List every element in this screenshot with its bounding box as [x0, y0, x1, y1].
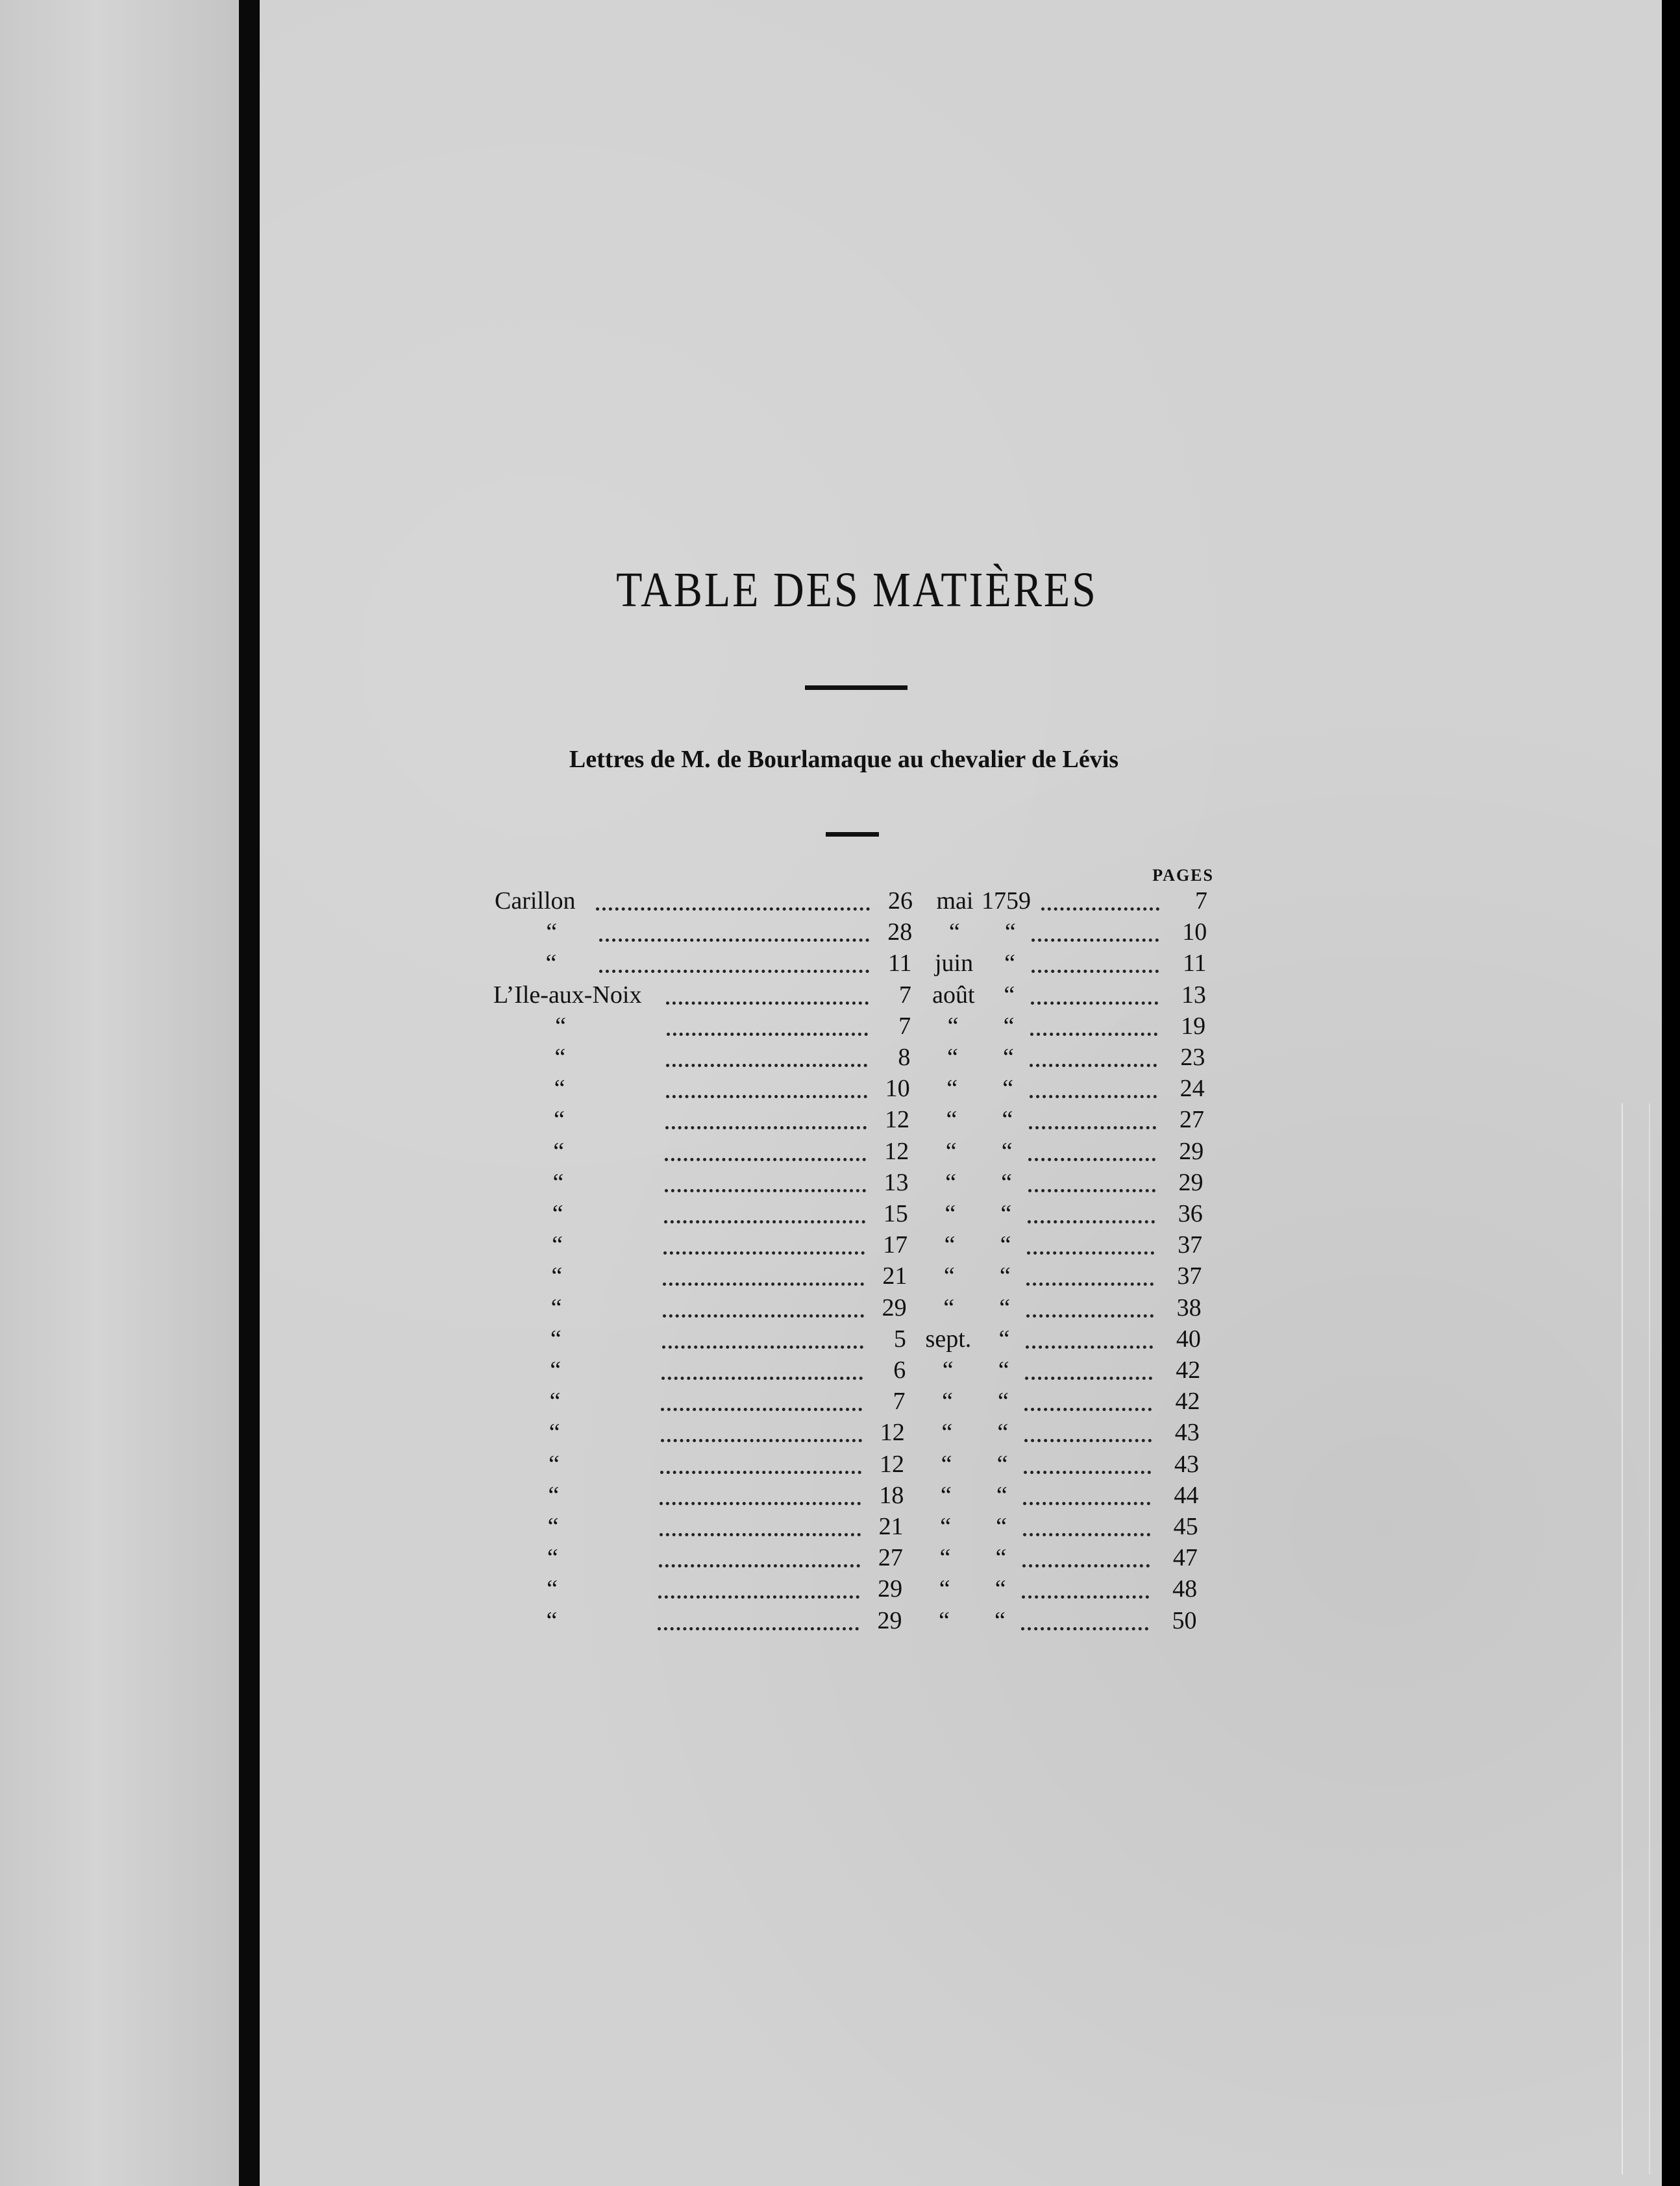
toc-page-number: 37	[1177, 1262, 1202, 1290]
toc-page-number: 42	[1175, 1388, 1200, 1416]
toc-page-number: 29	[1178, 1168, 1204, 1196]
toc-day: 5	[893, 1325, 906, 1353]
table-row	[0, 1073, 1680, 1104]
toc-place: “	[547, 1544, 558, 1572]
leader-dots	[1026, 1301, 1154, 1318]
toc-place: “	[550, 1294, 562, 1321]
toc-year: “	[995, 1544, 1007, 1572]
toc-day: 18	[879, 1481, 904, 1509]
toc-place: “	[549, 1419, 560, 1447]
leader-dots	[660, 1458, 861, 1474]
toc-month: “	[943, 1262, 955, 1290]
leader-dots	[1029, 1113, 1156, 1129]
toc-day: 27	[878, 1544, 903, 1572]
toc-page-number: 43	[1174, 1419, 1200, 1447]
toc-month: “	[946, 1075, 958, 1103]
toc-month: “	[944, 1231, 956, 1259]
toc-place: “	[554, 1075, 565, 1103]
toc-place: “	[549, 1450, 560, 1478]
leader-dots	[661, 1426, 862, 1442]
toc-month: “	[939, 1575, 950, 1603]
leader-dots	[1022, 1582, 1149, 1599]
toc-place: “	[553, 1137, 565, 1165]
toc-place: “	[547, 1575, 558, 1603]
toc-place: L’Ile-aux-Noix	[493, 981, 642, 1009]
toc-place: “	[552, 1200, 563, 1227]
leader-dots	[599, 926, 869, 942]
toc-month: “	[941, 1450, 952, 1478]
toc-month: août	[932, 981, 975, 1009]
leader-dots	[662, 1332, 863, 1349]
table-row	[0, 1167, 1680, 1198]
leader-dots	[658, 1614, 859, 1630]
toc-day: 10	[885, 1075, 910, 1103]
toc-year: “	[996, 1513, 1007, 1540]
leader-dots	[665, 1113, 867, 1129]
toc-month: “	[943, 1294, 955, 1321]
toc-page-number: 27	[1179, 1106, 1204, 1134]
leader-dots	[1041, 894, 1159, 911]
toc-year: “	[1000, 1200, 1012, 1227]
leader-dots	[1024, 1426, 1152, 1442]
toc-year: “	[1004, 981, 1015, 1009]
table-row	[0, 1417, 1680, 1448]
toc-place: “	[546, 918, 558, 946]
toc-page-number: 7	[1195, 887, 1207, 915]
toc-place: “	[553, 1106, 565, 1134]
leader-dots	[1024, 1395, 1152, 1411]
toc-day: 26	[888, 887, 913, 915]
toc-day: 12	[884, 1137, 909, 1165]
leader-dots	[1027, 1238, 1154, 1255]
toc-place: “	[555, 1012, 566, 1040]
toc-month: “	[941, 1419, 953, 1447]
leader-dots	[1026, 1270, 1154, 1286]
toc-place: “	[546, 1606, 558, 1634]
leader-dots	[666, 989, 869, 1005]
leader-dots	[1031, 926, 1159, 942]
leader-dots	[661, 1364, 863, 1380]
toc-place: “	[548, 1481, 560, 1509]
leader-dots	[1028, 1176, 1155, 1192]
toc-day: 29	[877, 1606, 902, 1634]
table-row	[0, 1511, 1680, 1542]
toc-month: “	[940, 1481, 952, 1509]
leader-dots	[1026, 1332, 1153, 1349]
leader-dots	[1031, 989, 1158, 1005]
leader-dots	[658, 1582, 859, 1599]
toc-year: “	[1001, 1168, 1012, 1196]
toc-year: “	[996, 1450, 1008, 1478]
leader-dots	[660, 1520, 861, 1536]
toc-year: “	[1004, 950, 1015, 977]
toc-day: 15	[883, 1200, 908, 1227]
leader-dots	[1024, 1458, 1151, 1474]
toc-place: “	[549, 1388, 561, 1416]
toc-page-number: 23	[1180, 1044, 1205, 1071]
toc-page-number: 43	[1174, 1450, 1200, 1478]
leader-dots	[666, 1051, 867, 1067]
toc-day: 11	[887, 950, 912, 977]
table-row	[0, 1011, 1680, 1042]
toc-year: “	[994, 1606, 1006, 1634]
toc-year: “	[997, 1419, 1009, 1447]
toc-month: “	[940, 1513, 952, 1540]
table-row	[0, 1136, 1680, 1167]
toc-day: 6	[893, 1357, 906, 1384]
toc-page-number: 19	[1181, 1012, 1206, 1040]
toc-page-number: 37	[1178, 1231, 1203, 1259]
toc-year: “	[999, 1294, 1011, 1321]
section-subtitle: Lettres de M. de Bourlamaque au chevalier de Lévis	[569, 746, 1119, 773]
table-row	[0, 916, 1680, 948]
toc-place: Carillon	[495, 887, 576, 915]
table-row	[0, 1292, 1680, 1323]
leader-dots	[1022, 1551, 1150, 1567]
toc-year: “	[994, 1575, 1006, 1603]
table-row	[0, 1542, 1680, 1573]
leader-dots	[1031, 957, 1159, 973]
toc-month: mai	[936, 887, 974, 915]
leader-dots	[1023, 1489, 1150, 1505]
table-row	[0, 1260, 1680, 1292]
leader-dots	[663, 1270, 864, 1286]
toc-month: “	[946, 1044, 958, 1071]
toc-year: “	[998, 1325, 1010, 1353]
table-row	[0, 1605, 1680, 1636]
pages-column-header: PAGES	[1152, 866, 1214, 885]
toc-day: 7	[898, 981, 911, 1009]
table-row	[0, 1573, 1680, 1604]
leader-dots	[660, 1489, 861, 1505]
leader-dots	[666, 1082, 867, 1098]
leader-dots	[659, 1551, 860, 1567]
table-row	[0, 885, 1680, 916]
toc-year: “	[1002, 1075, 1014, 1103]
leader-dots	[661, 1395, 862, 1411]
toc-month: “	[945, 1200, 956, 1227]
toc-year: “	[1002, 1106, 1013, 1134]
toc-month: “	[939, 1544, 951, 1572]
toc-day: 8	[898, 1044, 911, 1071]
table-row	[0, 1355, 1680, 1386]
toc-day: 13	[883, 1168, 909, 1196]
toc-month: “	[942, 1388, 953, 1416]
toc-place: “	[554, 1044, 566, 1071]
table-row	[0, 1104, 1680, 1135]
toc-month: juin	[934, 950, 974, 977]
toc-year: “	[1000, 1231, 1011, 1259]
toc-page-number: 11	[1182, 950, 1207, 977]
toc-month: “	[945, 1137, 957, 1165]
leader-dots	[1025, 1364, 1152, 1380]
toc-month: “	[946, 1106, 957, 1134]
leader-dots	[663, 1238, 865, 1255]
toc-place: “	[550, 1325, 562, 1353]
table-row	[0, 1386, 1680, 1417]
toc-page-number: 24	[1180, 1075, 1205, 1103]
toc-day: 12	[880, 1450, 905, 1478]
toc-page-number: 36	[1178, 1200, 1203, 1227]
leader-dots	[1028, 1207, 1155, 1223]
toc-month: “	[939, 1606, 950, 1634]
toc-place: “	[551, 1262, 563, 1290]
table-row	[0, 948, 1680, 979]
toc-day: 7	[893, 1388, 906, 1416]
toc-place: “	[552, 1231, 563, 1259]
toc-day: 21	[882, 1262, 908, 1290]
toc-month: “	[947, 1012, 959, 1040]
leader-dots	[1021, 1614, 1148, 1630]
toc-page-number: 50	[1172, 1606, 1197, 1634]
leader-dots	[1023, 1520, 1150, 1536]
leader-dots	[664, 1207, 865, 1223]
toc-year: “	[1003, 1012, 1015, 1040]
toc-page-number: 45	[1173, 1513, 1198, 1540]
leader-dots	[667, 1020, 868, 1036]
toc-day: 12	[880, 1419, 905, 1447]
leader-dots	[596, 894, 870, 911]
toc-page-number: 47	[1172, 1544, 1198, 1572]
toc-place: “	[550, 1357, 562, 1384]
table-row	[0, 1480, 1680, 1511]
toc-page-number: 13	[1181, 981, 1206, 1009]
toc-page-number: 38	[1176, 1294, 1202, 1321]
toc-day: 21	[878, 1513, 904, 1540]
toc-year: “	[1002, 1044, 1014, 1071]
toc-year: “	[999, 1262, 1011, 1290]
toc-day: 7	[898, 1012, 911, 1040]
leader-dots	[599, 957, 869, 973]
toc-year: 1759	[982, 887, 1031, 915]
toc-year: “	[996, 1481, 1007, 1509]
toc-page-number: 48	[1172, 1575, 1198, 1603]
toc-page-number: 10	[1182, 918, 1207, 946]
toc-year: “	[998, 1388, 1009, 1416]
toc-year: “	[998, 1357, 1009, 1384]
toc-place: “	[552, 1168, 564, 1196]
toc-page-number: 40	[1176, 1325, 1201, 1353]
toc-year: “	[1001, 1137, 1013, 1165]
table-row	[0, 1323, 1680, 1355]
toc-day: 12	[884, 1106, 909, 1134]
toc-month: “	[942, 1357, 954, 1384]
leader-dots	[1030, 1082, 1157, 1098]
toc-month: “	[945, 1168, 956, 1196]
toc-month: sept.	[925, 1325, 972, 1353]
toc-month: “	[948, 918, 960, 946]
table-row	[0, 1229, 1680, 1260]
table-row	[0, 1198, 1680, 1229]
leader-dots	[663, 1301, 864, 1318]
leader-dots	[665, 1176, 866, 1192]
toc-place: “	[547, 1513, 559, 1540]
table-row	[0, 979, 1680, 1011]
leader-dots	[1030, 1051, 1157, 1067]
table-row	[0, 1042, 1680, 1073]
toc-place: “	[545, 950, 557, 977]
toc-year: “	[1004, 918, 1016, 946]
toc-day: 17	[883, 1231, 908, 1259]
toc-page-number: 42	[1176, 1357, 1201, 1384]
toc-day: 29	[878, 1575, 903, 1603]
toc-day: 28	[887, 918, 913, 946]
toc-page-number: 29	[1179, 1137, 1204, 1165]
leader-dots	[1030, 1020, 1157, 1036]
leader-dots	[1028, 1145, 1155, 1161]
page-title: TABLE DES MATIÈRES	[616, 563, 1098, 618]
leader-dots	[665, 1145, 866, 1161]
toc-page-number: 44	[1174, 1481, 1199, 1509]
toc-day: 29	[882, 1294, 907, 1321]
table-row	[0, 1449, 1680, 1480]
